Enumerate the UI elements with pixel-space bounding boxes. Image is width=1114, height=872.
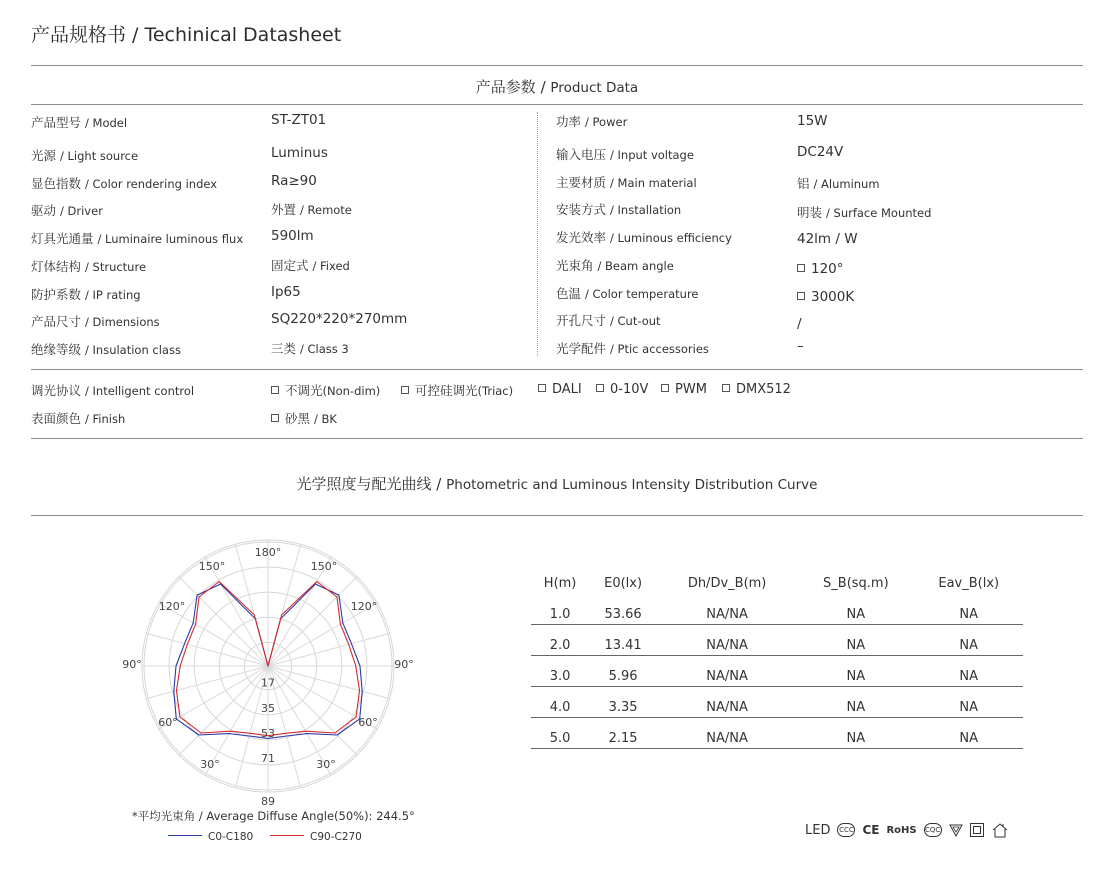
divider (31, 104, 1083, 105)
control-option[interactable]: PWM (661, 381, 707, 397)
column-separator (537, 112, 538, 356)
table-cell: 3.35 (589, 687, 657, 718)
angle-tick-label: 120° (350, 600, 378, 613)
rohs-mark: RoHS (886, 824, 917, 836)
legend-swatch (270, 835, 304, 836)
spec-label-right: 主要材质 / Main material (556, 175, 697, 190)
angle-tick-label: 180° (254, 546, 282, 559)
angle-tick-label: 30° (316, 758, 336, 771)
spec-value-left: 590lm (271, 228, 314, 244)
table-row (531, 656, 1023, 687)
table-header-cell: E0(lx) (604, 575, 643, 591)
table-cell: NA (797, 687, 914, 718)
checkbox-icon (538, 384, 546, 392)
certification-marks (805, 822, 1009, 838)
table-header-cell: Eav_B(lx) (938, 575, 1000, 591)
spec-label-left: 光源 / Light source (31, 148, 139, 163)
spec-value-right: 42lm / W (797, 231, 858, 247)
spec-label-right: 发光效率 / Luminous efficiency (556, 230, 732, 245)
checkbox-icon (271, 386, 279, 394)
spec-value-left: ST-ZT01 (271, 112, 327, 128)
radial-tick-label: 89 (261, 795, 275, 808)
spec-label-left: 驱动 / Driver (31, 203, 103, 218)
control-label: 调光协议 / Intelligent control (31, 383, 195, 398)
photometric-table (531, 572, 1023, 749)
divider (31, 515, 1083, 516)
spec-value-right: 120° (797, 261, 844, 277)
spec-label-left: 灯具光通量 / Luminaire luminous flux (31, 231, 244, 246)
polar-spoke (179, 666, 268, 755)
spec-label-left: 绝缘等级 / Insulation class (31, 342, 181, 357)
table-cell: NA (914, 718, 1023, 749)
finish-option[interactable]: 砂黑 / BK (271, 409, 337, 427)
spec-value-right: / (797, 316, 802, 332)
spec-value-right: – (797, 338, 804, 354)
optics-section-title: 光学照度与配光曲线 / Photometric and Luminous Intensity Distribution Curve (296, 475, 818, 493)
table-cell: 4.0 (531, 687, 589, 718)
spec-label-right: 输入电压 / Input voltage (556, 147, 694, 162)
legend-swatch (168, 835, 202, 836)
spec-label-right: 光束角 / Beam angle (556, 258, 674, 273)
angle-tick-label: 150° (310, 560, 338, 573)
checkbox-icon (596, 384, 604, 392)
control-option[interactable]: 可控硅调光(Triac) (401, 381, 513, 399)
table-cell: 13.41 (589, 625, 657, 656)
radial-tick-label: 35 (261, 701, 275, 715)
spec-value-left: 固定式 / Fixed (271, 258, 350, 273)
angle-tick-label: 60° (358, 716, 378, 729)
spec-value-right: 15W (797, 113, 828, 129)
table-row (531, 718, 1023, 749)
checkbox-icon (271, 414, 279, 422)
table-cell: NA/NA (657, 656, 797, 687)
table-cell: NA (914, 625, 1023, 656)
table-cell: 1.0 (531, 594, 589, 625)
angle-tick-label: 150° (198, 560, 226, 573)
table-cell: NA/NA (657, 625, 797, 656)
spec-value-left: Ra≥90 (271, 173, 317, 189)
control-option[interactable]: DMX512 (722, 381, 791, 397)
checkbox-icon (797, 292, 805, 300)
ce-mark: CE (862, 823, 880, 837)
table-cell: 2.0 (531, 625, 589, 656)
spec-label-right: 光学配件 / Ptic accessories (556, 341, 709, 356)
table-cell: NA (797, 625, 914, 656)
spec-value-left: Luminus (271, 145, 328, 161)
polar-spoke (268, 666, 357, 755)
angle-tick-label: 90° (122, 658, 142, 671)
divider (31, 369, 1083, 370)
table-cell: 2.15 (589, 718, 657, 749)
spec-value-right: 铝 / Aluminum (797, 176, 880, 191)
spec-label-left: 防护系数 / IP rating (31, 287, 141, 302)
table-cell: NA/NA (657, 718, 797, 749)
spec-label-left: 灯体结构 / Structure (31, 259, 147, 274)
table-cell: NA (797, 656, 914, 687)
polar-intensity-chart (122, 540, 414, 808)
ccc-mark: CCC (837, 823, 855, 837)
triangle-mark-icon (949, 824, 963, 837)
table-cell: NA/NA (657, 594, 797, 625)
polar-spoke (268, 557, 331, 666)
control-option[interactable]: 不调光(Non-dim) (271, 381, 380, 399)
checkbox-icon (661, 384, 669, 392)
divider (31, 438, 1083, 439)
average-angle-note: *平均光束角 / Average Diffuse Angle(50%): 244.5° (132, 809, 415, 823)
finish-label: 表面颜色 / Finish (31, 411, 126, 426)
polar-spoke (146, 666, 268, 699)
table-header-cell: Dh/Dv_B(m) (687, 575, 767, 591)
page-title: 产品规格书 / Techinical Datasheet (31, 24, 342, 46)
spec-value-left: Ip65 (271, 284, 301, 300)
radial-tick-label: 17 (261, 676, 275, 690)
spec-value-right: DC24V (797, 144, 844, 160)
spec-label-right: 色温 / Color temperature (556, 286, 699, 301)
table-header-cell: S_B(sq.m) (823, 575, 889, 591)
table-cell: NA (797, 594, 914, 625)
table-cell: NA (914, 687, 1023, 718)
angle-tick-label: 90° (394, 658, 414, 671)
square-mark-icon (970, 823, 984, 837)
spec-label-left: 产品尺寸 / Dimensions (31, 314, 160, 329)
led-mark: LED (805, 822, 831, 838)
legend-entry: C90-C270 (270, 831, 362, 843)
table-cell: NA (914, 594, 1023, 625)
spec-value-left: SQ220*220*270mm (271, 311, 408, 327)
control-option[interactable]: DALI (538, 381, 582, 397)
polar-spoke (268, 633, 390, 666)
polar-spoke (205, 557, 268, 666)
table-cell: 5.0 (531, 718, 589, 749)
polar-spoke (146, 633, 268, 666)
radial-tick-label: 71 (261, 751, 275, 765)
divider (31, 65, 1083, 66)
spec-value-left: 三类 / Class 3 (271, 341, 349, 356)
table-cell: NA/NA (657, 687, 797, 718)
spec-value-left: 外置 / Remote (271, 202, 352, 217)
spec-value-right: 3000K (797, 289, 854, 305)
radial-tick-label: 53 (261, 726, 275, 740)
polar-spoke (268, 577, 357, 666)
table-row (531, 687, 1023, 718)
checkbox-icon (401, 386, 409, 394)
table-cell: 3.0 (531, 656, 589, 687)
spec-label-right: 功率 / Power (556, 114, 628, 129)
spec-value-right: 明装 / Surface Mounted (797, 205, 932, 220)
table-cell: 53.66 (589, 594, 657, 625)
table-cell: 5.96 (589, 656, 657, 687)
control-option[interactable]: 0-10V (596, 381, 648, 397)
spec-label-left: 显色指数 / Color rendering index (31, 176, 218, 191)
table-row (531, 594, 1023, 625)
checkbox-icon (722, 384, 730, 392)
angle-tick-label: 30° (200, 758, 220, 771)
table-cell: NA (797, 718, 914, 749)
table-cell: NA (914, 656, 1023, 687)
house-mark-icon (991, 822, 1009, 838)
spec-label-right: 开孔尺寸 / Cut-out (556, 313, 661, 328)
cqc-mark: CQC (924, 823, 942, 837)
polar-spoke (179, 577, 268, 666)
spec-label-left: 产品型号 / Model (31, 115, 128, 130)
table-row (531, 625, 1023, 656)
angle-tick-label: 120° (158, 600, 186, 613)
table-header-cell: H(m) (543, 575, 577, 591)
polar-spoke (268, 666, 390, 699)
legend-entry: C0-C180 (168, 831, 253, 843)
spec-label-right: 安装方式 / Installation (556, 202, 682, 217)
angle-tick-label: 60° (158, 716, 178, 729)
checkbox-icon (797, 264, 805, 272)
product-section-title: 产品参数 / Product Data (475, 78, 639, 96)
